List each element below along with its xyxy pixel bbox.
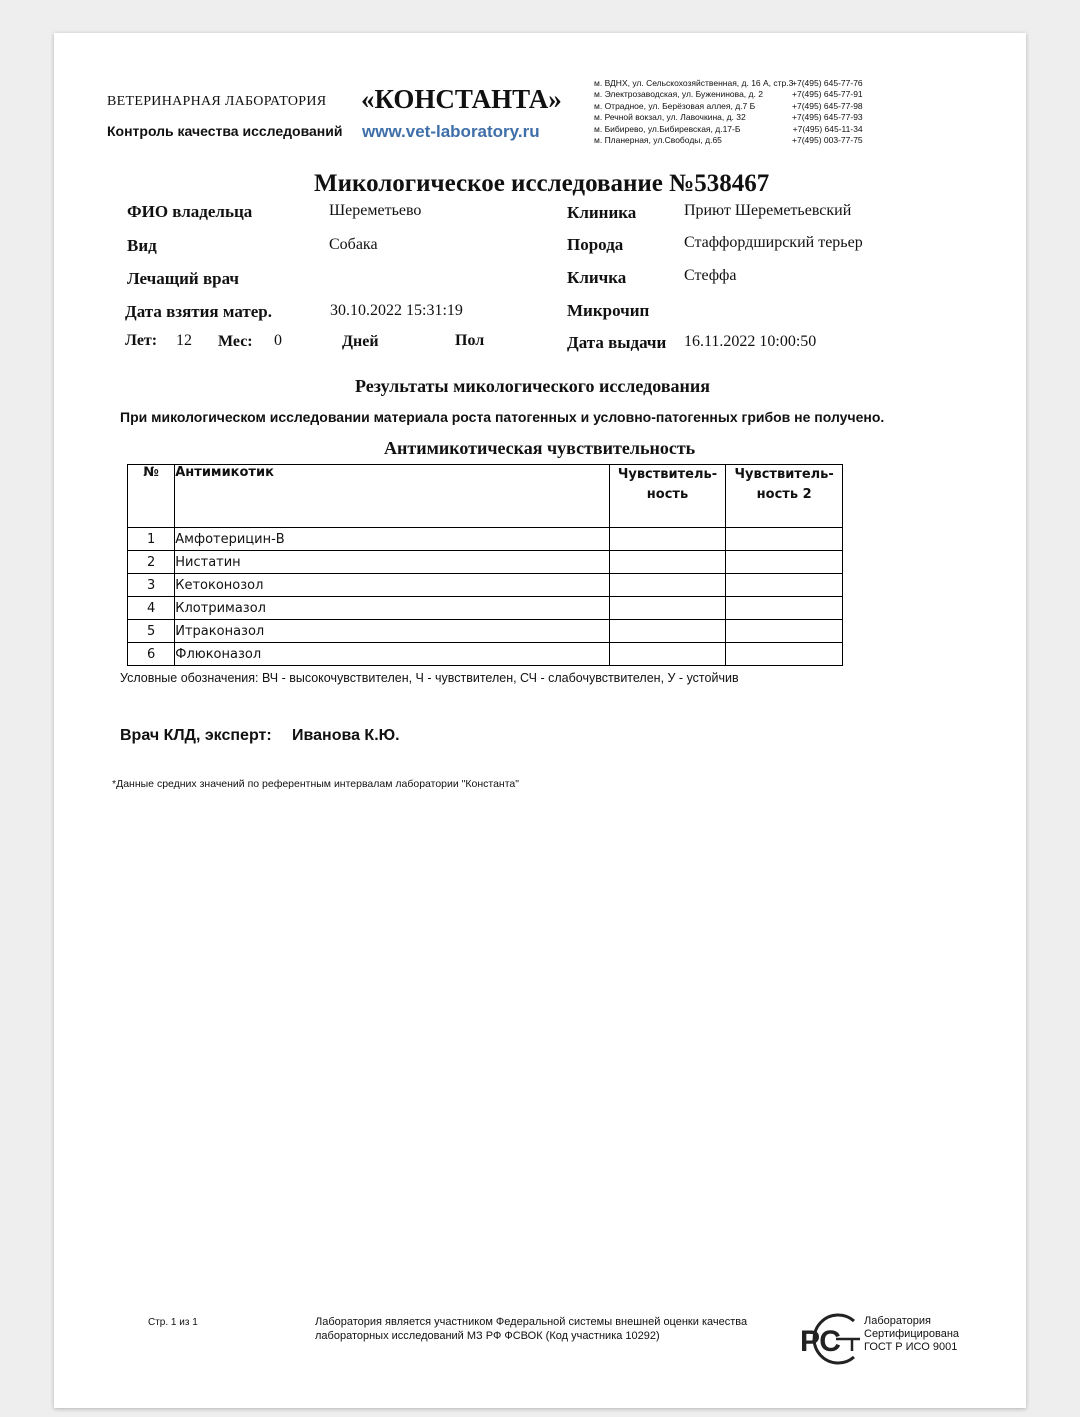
nickname-value: Стеффа — [684, 267, 737, 284]
row-sensitivity — [609, 574, 726, 597]
sample-date-label: Дата взятия матер. — [125, 302, 272, 321]
table-header-row — [128, 465, 843, 528]
cert-line: Сертифицирована — [864, 1328, 960, 1340]
sensitivity-title: Антимикотическая чувствительность — [384, 438, 696, 458]
attending-doctor-label: Лечащий врач — [127, 269, 239, 288]
species-label: Вид — [127, 236, 157, 255]
fsvok-notice — [315, 1315, 747, 1343]
col-header-sensitivity-2-line1: Чувствитель- — [734, 467, 834, 482]
years-value: 12 — [176, 332, 192, 349]
row-no: 6 — [128, 643, 175, 666]
certification-text — [864, 1315, 959, 1354]
certification-logo — [796, 1311, 862, 1367]
years-label: Лет: — [125, 332, 158, 349]
footnote: *Данные средних значений по референтным интервалам лаборатории "Константа" — [112, 778, 519, 790]
row-antimycotic: Клотримазол — [175, 597, 609, 620]
phone-item: +7(495) 645-77-98 — [792, 100, 863, 111]
phone-list — [792, 78, 863, 146]
row-sensitivity-2 — [726, 551, 843, 574]
sex-label: Пол — [455, 332, 485, 349]
microchip-label: Микрочип — [567, 301, 650, 320]
row-no: 4 — [128, 597, 175, 620]
cert-line: ГОСТ Р ИСО 9001 — [864, 1341, 958, 1353]
nickname-label: Кличка — [567, 268, 627, 287]
months-value: 0 — [274, 332, 282, 349]
owner-label: ФИО владельца — [127, 202, 253, 221]
col-header-sensitivity-2-line2: ность 2 — [756, 487, 812, 502]
months-label: Мес: — [218, 333, 253, 350]
row-sensitivity-2 — [726, 528, 843, 551]
row-sensitivity-2 — [726, 643, 843, 666]
days-label: Дней — [342, 333, 379, 350]
row-sensitivity — [609, 551, 726, 574]
row-sensitivity-2 — [726, 620, 843, 643]
col-header-sensitivity-line2: ность — [646, 487, 689, 502]
lab-subtitle: Контроль качества исследований — [107, 123, 343, 139]
table-row — [128, 528, 843, 551]
row-no: 1 — [128, 528, 175, 551]
phone-item: +7(495) 645-77-93 — [792, 112, 863, 123]
address-list — [594, 78, 793, 146]
results-text: При микологическом исследовании материала роста патогенных и условно-патогенных грибов не получено. — [120, 409, 885, 425]
address-item: м. Бибирево, ул.Бибиревская, д.17-Б — [594, 123, 741, 134]
address-item: м. Отрадное, ул. Берёзовая аллея, д.7 Б — [594, 100, 756, 111]
address-item: м. Электрозаводская, ул. Буженинова, д. 2 — [594, 89, 763, 100]
row-antimycotic: Амфотерицин-В — [175, 528, 609, 551]
col-header-sensitivity-line1: Чувствитель- — [617, 467, 718, 482]
issue-date-value: 16.11.2022 10:00:50 — [684, 333, 817, 350]
fsvok-line: Лаборатория является участником Федеральной системы внешней оценки качества — [315, 1316, 748, 1328]
col-header-no: № — [128, 465, 175, 528]
row-sensitivity — [609, 620, 726, 643]
phone-item: +7(495) 003-77-75 — [792, 135, 863, 146]
address-item: м. ВДНХ, ул. Сельскохозяйственная, д. 16 А, стр.3 — [594, 78, 794, 88]
row-sensitivity — [609, 597, 726, 620]
row-antimycotic: Кетоконозол — [175, 574, 609, 597]
table-row — [128, 597, 843, 620]
lab-name: ВЕТЕРИНАРНАЯ ЛАБОРАТОРИЯ — [107, 94, 327, 109]
phone-item: +7(495) 645-77-76 — [792, 78, 863, 88]
table-row — [128, 551, 843, 574]
document-title: Микологическое исследование №538467 — [314, 170, 770, 197]
row-antimycotic: Нистатин — [175, 551, 609, 574]
row-no: 2 — [128, 551, 175, 574]
table-row — [128, 574, 843, 597]
results-title: Результаты микологического исследования — [355, 376, 711, 396]
col-header-sensitivity-2 — [726, 465, 843, 528]
row-sensitivity — [609, 643, 726, 666]
table-row — [128, 643, 843, 666]
signature-label: Врач КЛД, эксперт: — [120, 727, 272, 744]
issue-date-label: Дата выдачи — [567, 333, 667, 352]
breed-value: Стаффордширский терьер — [684, 234, 863, 251]
row-no: 3 — [128, 574, 175, 597]
species-value: Собака — [329, 236, 378, 253]
document-page — [54, 33, 1026, 1408]
row-no: 5 — [128, 620, 175, 643]
sample-date-value: 30.10.2022 15:31:19 — [330, 302, 463, 319]
fsvok-line: лабораторных исследований МЗ РФ ФСВОК (Код участника 10292) — [315, 1330, 660, 1342]
cert-logo-letters: РС — [800, 1325, 841, 1358]
owner-value: Шереметьево — [329, 202, 422, 219]
phone-item: +7(495) 645-11-34 — [792, 123, 863, 134]
phone-item: +7(495) 645-77-91 — [792, 89, 863, 100]
row-antimycotic: Итраконазол — [175, 620, 609, 643]
legend-text: Условные обозначения: ВЧ - высокочувствителен, Ч - чувствителен, СЧ - слабочувствителен, У - устойчив — [120, 671, 739, 685]
row-antimycotic: Флюконазол — [175, 643, 609, 666]
clinic-value: Приют Шереметьевский — [684, 202, 852, 219]
lab-brand: «КОНСТАНТА» — [361, 84, 562, 114]
signature-name: Иванова К.Ю. — [292, 727, 400, 744]
row-sensitivity — [609, 528, 726, 551]
clinic-label: Клиника — [567, 203, 637, 222]
page-number: Стр. 1 из 1 — [148, 1317, 198, 1328]
address-item: м. Речной вокзал, ул. Лавочкина, д. 32 — [594, 112, 746, 123]
col-header-name: Антимикотик — [175, 465, 609, 528]
row-sensitivity-2 — [726, 574, 843, 597]
row-sensitivity-2 — [726, 597, 843, 620]
address-item: м. Планерная, ул.Свободы, д.65 — [594, 135, 722, 146]
col-header-sensitivity — [609, 465, 726, 528]
table-row — [128, 620, 843, 643]
cert-line: Лаборатория — [864, 1315, 931, 1327]
lab-website-link[interactable]: www.vet-laboratory.ru — [362, 122, 540, 141]
breed-label: Порода — [567, 235, 624, 254]
sensitivity-table — [127, 464, 843, 666]
